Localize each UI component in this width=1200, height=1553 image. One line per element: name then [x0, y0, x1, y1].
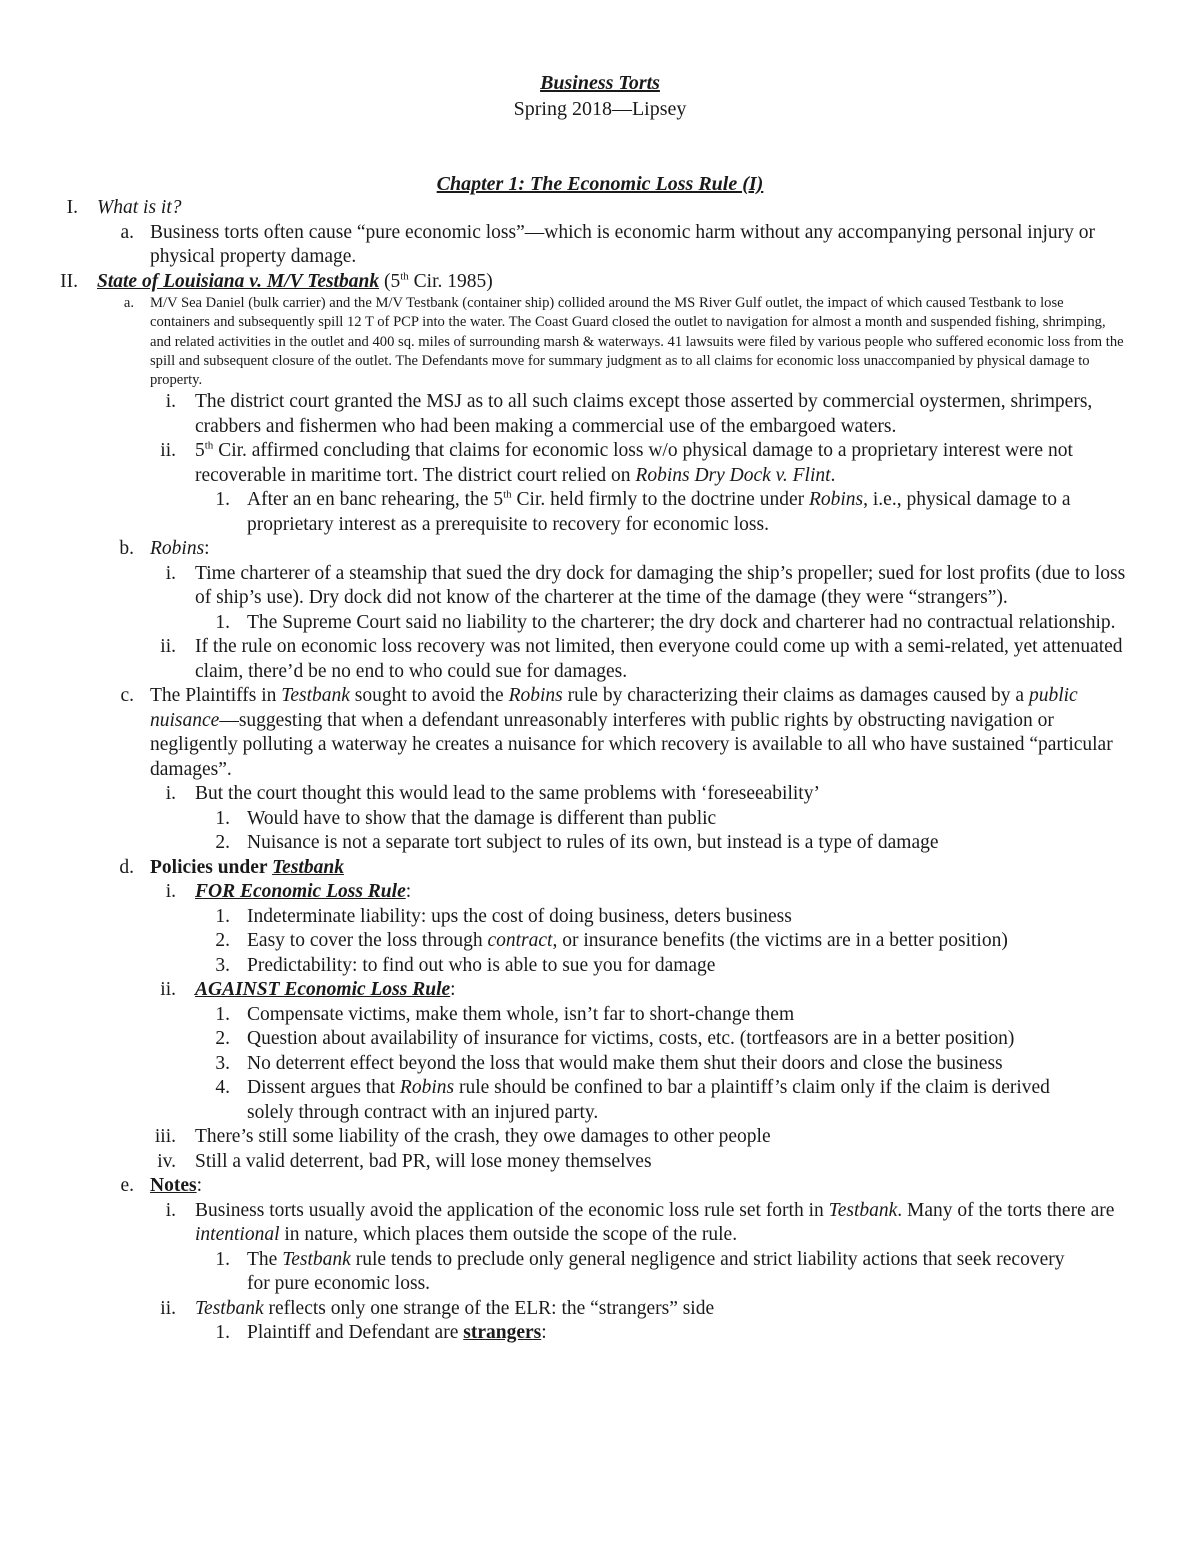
emphasis: intentional	[195, 1224, 280, 1246]
item-text: The Supreme Court said no liability to the charterer; the dry dock and charterer had no contractual relationship.	[247, 611, 1116, 633]
text-sup: th	[204, 439, 214, 452]
item-marker: 1.	[215, 905, 230, 927]
text-run: Dissent argues that	[247, 1077, 400, 1099]
case-reference: Robins	[808, 489, 864, 511]
item-marker: ii.	[160, 636, 176, 658]
case-reference: Testbank	[195, 1297, 264, 1319]
item-marker: 2.	[215, 1028, 230, 1050]
section-ii-c	[0, 684, 1200, 782]
item-marker: 4.	[215, 1077, 230, 1099]
section-ii-e	[0, 1174, 1200, 1199]
section-ii-e-ii-1	[0, 1321, 1200, 1346]
item-text	[247, 1076, 1100, 1125]
subheading: Notes	[150, 1175, 197, 1197]
section-i	[0, 196, 1200, 221]
item-marker: a.	[120, 221, 134, 243]
item-marker: 1.	[215, 1322, 230, 1344]
document-subtitle: Spring 2018—Lipsey	[513, 98, 687, 120]
section-ii-c-i-2	[0, 831, 1200, 856]
section-marker: II.	[60, 270, 78, 292]
text-run: .	[830, 464, 836, 486]
section-ii-a-ii-1	[0, 488, 1200, 537]
text-sup: th	[503, 488, 512, 501]
item-marker: 1.	[215, 1003, 230, 1025]
text-run: Business torts usually avoid the application of the economic loss rule set forth in	[195, 1199, 829, 1221]
item-text	[247, 488, 1130, 537]
section-ii	[0, 270, 1200, 295]
item-text: Would have to show that the damage is different than public	[247, 807, 717, 829]
item-marker: iii.	[154, 1126, 176, 1148]
item-marker: 1.	[215, 611, 230, 633]
section-ii-d-ii-1	[0, 1003, 1200, 1028]
item-heading	[150, 1174, 1200, 1199]
text-run: Plaintiff and Defendant are	[247, 1322, 464, 1344]
case-reference: Robins	[150, 538, 205, 560]
section-ii-e-i	[0, 1199, 1200, 1248]
item-heading	[195, 880, 1200, 905]
item-marker: ii.	[160, 1297, 176, 1319]
case-reference: Testbank	[281, 685, 350, 707]
item-text: The district court granted the MSJ as to all such claims except those asserted by commercial oystermen, shrimpers, crabbers and fishermen who had been making a commercial use of the embargoed waters.	[195, 391, 1093, 437]
text-run: in nature, which places them outside the scope of the rule.	[279, 1224, 738, 1246]
section-ii-c-i-1	[0, 807, 1200, 832]
item-marker: b.	[119, 538, 134, 560]
section-ii-d-i	[0, 880, 1200, 905]
item-text: Predictability: to find out who is able to sue you for damage	[247, 954, 716, 976]
section-ii-e-ii	[0, 1297, 1200, 1322]
case-reference: Robins	[508, 685, 563, 707]
text-run: :	[204, 538, 210, 560]
section-ii-a	[0, 294, 1200, 390]
text-run: 5	[195, 440, 205, 462]
section-ii-d	[0, 856, 1200, 881]
emphasis: strangers	[463, 1322, 542, 1344]
section-ii-a-i	[0, 390, 1200, 439]
citation-part: Cir. 1985)	[408, 270, 493, 292]
case-reference: Robins Dry Dock v. Flint	[635, 464, 831, 486]
text-run: :	[450, 979, 456, 1001]
outline	[0, 196, 1200, 1346]
item-text	[195, 439, 1125, 488]
item-text: Still a valid deterrent, bad PR, will lose money themselves	[195, 1150, 652, 1172]
text-run: rule by characterizing their claims as damages caused by a	[562, 685, 1029, 707]
item-marker: iv.	[157, 1150, 176, 1172]
item-marker: i.	[165, 391, 176, 413]
item-marker: 1.	[215, 807, 230, 829]
item-marker: 2.	[215, 832, 230, 854]
text-run: Easy to cover the loss through	[247, 930, 488, 952]
item-marker: i.	[165, 881, 176, 903]
case-reference: Testbank	[272, 856, 344, 878]
item-text: Time charterer of a steamship that sued the dry dock for damaging the ship’s propeller; sued for lost profits (due to loss of ship’s use). Dry dock did not know of the charterer at the time of the damage (they were “strangers”).	[195, 562, 1126, 609]
section-ii-c-i	[0, 782, 1200, 807]
case-reference: Testbank	[828, 1199, 898, 1221]
item-marker: 1.	[215, 1248, 230, 1270]
case-reference: Testbank	[282, 1248, 351, 1270]
text-run: After an en banc rehearing, the 5	[247, 489, 504, 511]
text-run: :	[196, 1175, 202, 1197]
section-ii-d-ii	[0, 978, 1200, 1003]
section-ii-d-i-3	[0, 954, 1200, 979]
item-marker: i.	[165, 783, 176, 805]
item-text: Nuisance is not a separate tort subject to rules of its own, but instead is a type of damage	[247, 832, 939, 854]
item-text	[247, 1248, 1090, 1297]
subheading: FOR Economic Loss Rule	[195, 881, 406, 903]
section-ii-b	[0, 537, 1200, 562]
section-ii-d-ii-2	[0, 1027, 1200, 1052]
text-run: Cir. held firmly to the doctrine under	[511, 489, 809, 511]
section-heading	[97, 270, 1200, 295]
section-ii-b-i	[0, 562, 1200, 611]
item-marker: d.	[119, 856, 134, 878]
emphasis: contract	[487, 930, 553, 952]
case-name: State of Louisiana v. M/V Testbank	[97, 270, 380, 292]
case-reference: Robins	[399, 1077, 455, 1099]
section-ii-d-iv	[0, 1150, 1200, 1175]
item-text: Business torts often cause “pure economic loss”—which is economic harm without any accompanying personal injury or physical property damage.	[150, 221, 1095, 267]
section-ii-a-ii	[0, 439, 1200, 488]
item-marker: 3.	[215, 954, 230, 976]
item-text: Question about availability of insurance for victims, costs, etc. (tortfeasors are in a better position)	[247, 1028, 1015, 1050]
item-marker: e.	[120, 1175, 134, 1197]
text-run: rule tends to preclude only general negligence and strict liability actions that seek recovery for pure economic loss.	[247, 1248, 1065, 1295]
text-run: reflects only one strange of the ELR: the “strangers” side	[263, 1297, 715, 1319]
text-run: sought to avoid the	[349, 685, 509, 707]
item-marker: 1.	[215, 489, 230, 511]
text-run: —suggesting that when a defendant unreasonably interferes with public rights by obstructing navigation or negligently polluting a waterway he creates a nuisance for which recovery is available to all who have sustained “particular damages”.	[150, 709, 1113, 780]
section-ii-b-ii	[0, 635, 1200, 684]
item-marker: i.	[165, 1199, 176, 1221]
text-run: The	[247, 1248, 283, 1270]
item-marker: i.	[165, 562, 176, 584]
section-marker: I.	[66, 197, 78, 218]
section-ii-e-i-1	[0, 1248, 1200, 1297]
section-ii-d-ii-3	[0, 1052, 1200, 1077]
section-ii-b-i-1	[0, 611, 1200, 636]
text-run: . Many of the torts there are	[897, 1199, 1115, 1221]
text-run: :	[541, 1322, 547, 1344]
item-text: But the court thought this would lead to the same problems with ‘foreseeability’	[195, 783, 820, 805]
emphasis: public nuisance	[150, 685, 1078, 731]
text-run: Policies under	[150, 856, 273, 878]
subheading: AGAINST Economic Loss Rule	[195, 979, 451, 1001]
section-ii-d-i-1	[0, 905, 1200, 930]
item-text	[150, 537, 1200, 562]
section-heading-text: What is it?	[97, 197, 182, 218]
citation-part: (5	[379, 270, 401, 292]
item-marker: a.	[123, 295, 134, 311]
item-text	[195, 1297, 1200, 1322]
text-run: rule should be confined to bar a plaintiff’s claim only if the claim is derived solely through contract with an injured party.	[247, 1077, 1050, 1123]
item-heading	[150, 856, 1200, 881]
item-text	[150, 684, 1140, 782]
item-text	[247, 1321, 1200, 1346]
item-text: Indeterminate liability: ups the cost of doing business, deters business	[247, 905, 792, 927]
section-ii-d-iii	[0, 1125, 1200, 1150]
item-marker: 3.	[215, 1052, 230, 1074]
text-run: The Plaintiffs in	[150, 685, 282, 707]
text-run: , i.e., physical damage to a proprietary interest as a prerequisite to recovery for economic loss.	[247, 489, 1071, 535]
text-run: , or insurance benefits (the victims are in a better position)	[552, 930, 1008, 952]
item-text: No deterrent effect beyond the loss that would make them shut their doors and close the business	[247, 1052, 1003, 1074]
section-ii-d-i-2	[0, 929, 1200, 954]
document-title: Business Torts	[540, 72, 660, 94]
section-ii-d-ii-4	[0, 1076, 1200, 1125]
item-marker: ii.	[160, 979, 176, 1001]
item-text	[247, 929, 1200, 954]
item-text: M/V Sea Daniel (bulk carrier) and the M/V Testbank (container ship) collided around the MS River Gulf outlet, the impact of which caused Testbank to lose containers and subsequently spill 12 T of PCP into the water. The Coast Guard closed the outlet to navigation for almost a month and suspended fishing, shrimping, and related activities in the outlet and 400 sq. miles of surrounding marsh & waterways. 41 lawsuits were filed by various people who suffered economic loss from the spill and subsequent closure of the outlet. The Defendants move for summary judgment as to all claims for economic loss unaccompanied by physical damage to property.	[150, 295, 1124, 389]
item-marker: 2.	[215, 930, 230, 952]
text-run: :	[405, 881, 412, 903]
section-heading	[97, 196, 1200, 221]
item-marker: c.	[120, 685, 134, 707]
citation-sup: th	[400, 270, 409, 282]
item-marker: ii.	[160, 440, 176, 462]
item-text: If the rule on economic loss recovery was not limited, then everyone could come up with a semi-related, yet attenuated claim, there’d be no end to who could sue for damages.	[195, 636, 1123, 682]
item-text	[195, 1199, 1130, 1248]
section-i-a	[0, 221, 1200, 270]
chapter-title: Chapter 1: The Economic Loss Rule (I)	[436, 173, 764, 195]
item-text: There’s still some liability of the crash, they owe damages to other people	[195, 1126, 771, 1148]
item-text: Compensate victims, make them whole, isn’t far to short-change them	[247, 1003, 795, 1025]
text-run: Cir. affirmed concluding that claims for economic loss w/o physical damage to a proprietary interest were not recoverable in maritime tort. The district court relied on	[195, 440, 1073, 486]
item-heading	[195, 978, 1200, 1003]
